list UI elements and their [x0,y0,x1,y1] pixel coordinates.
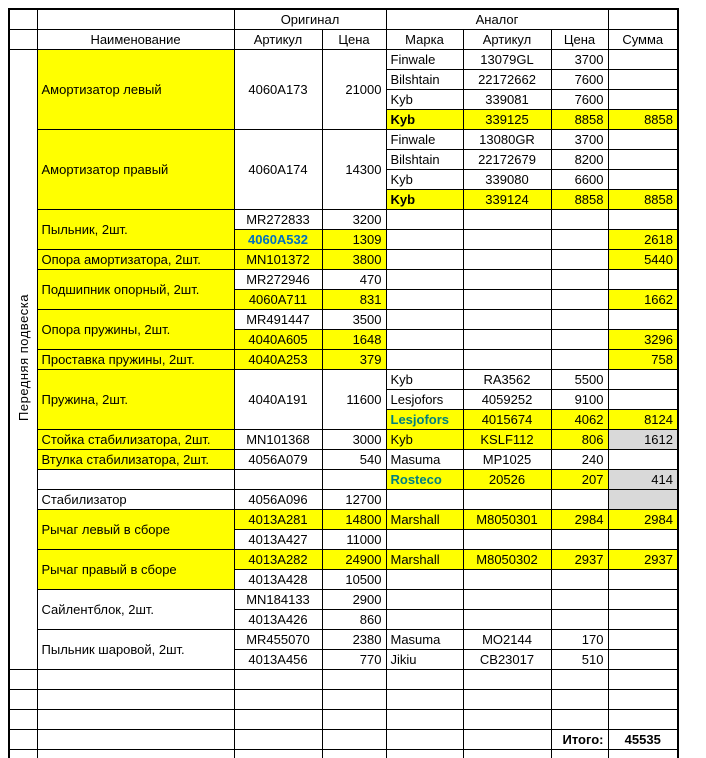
cell-analog-articul[interactable] [463,709,551,729]
cell-analog-articul[interactable]: 20526 [463,469,551,489]
cell-analog-price[interactable]: 5500 [551,369,608,389]
section-cell[interactable] [9,49,37,669]
cell-name[interactable]: Сайлентблок, 2шт. [37,589,234,629]
cell-orig-price[interactable]: 2380 [322,629,386,649]
cell-orig-price[interactable]: 2900 [322,589,386,609]
cell-name[interactable]: Пыльник, 2шт. [37,209,234,249]
cell-orig-price[interactable]: 3500 [322,309,386,329]
header-analog[interactable]: Аналог [386,9,608,29]
cell-sum[interactable] [608,709,678,729]
cell-orig-articul[interactable]: 4040A191 [234,369,322,429]
cell-brand[interactable] [386,289,463,309]
cell-sum[interactable] [608,629,678,649]
cell-analog-price[interactable] [551,669,608,689]
corner-blank[interactable] [9,9,37,29]
section-cell[interactable] [9,669,37,689]
cell-analog-price[interactable] [551,749,608,758]
cell-analog-articul[interactable] [463,249,551,269]
cell-analog-articul[interactable]: MO2144 [463,629,551,649]
cell-orig-articul[interactable]: 4013A456 [234,649,322,669]
cell-orig-articul[interactable]: 4013A428 [234,569,322,589]
cell-analog-articul[interactable]: KSLF112 [463,429,551,449]
cell-analog-articul[interactable] [463,289,551,309]
cell-name[interactable]: Втулка стабилизатора, 2шт. [37,449,234,469]
header-brand[interactable]: Марка [386,29,463,49]
cell-brand[interactable]: Kyb [386,189,463,209]
cell-name[interactable]: Амортизатор левый [37,49,234,129]
corner-blank[interactable] [9,29,37,49]
cell-analog-articul[interactable] [463,689,551,709]
cell-orig-articul[interactable]: 4056A079 [234,449,322,469]
cell-sum[interactable]: 2618 [608,229,678,249]
cell-sum[interactable] [608,89,678,109]
cell-analog-articul[interactable]: 22172679 [463,149,551,169]
cell-sum[interactable]: 758 [608,349,678,369]
cell-analog-price[interactable]: 806 [551,429,608,449]
cell-analog-articul[interactable]: 339124 [463,189,551,209]
cell-analog-articul[interactable]: RA3562 [463,369,551,389]
cell-sum[interactable] [608,649,678,669]
header-orig-price[interactable]: Цена [322,29,386,49]
cell-analog-price[interactable] [551,209,608,229]
cell-brand[interactable]: Kyb [386,109,463,129]
cell-analog-articul[interactable] [463,229,551,249]
cell-brand[interactable] [386,229,463,249]
cell-name[interactable]: Амортизатор правый [37,129,234,209]
cell-brand[interactable] [386,609,463,629]
cell-brand[interactable] [386,329,463,349]
cell-orig-articul[interactable]: MN101372 [234,249,322,269]
cell-name[interactable]: Проставка пружины, 2шт. [37,349,234,369]
cell-brand[interactable]: Masuma [386,629,463,649]
cell-orig-price[interactable]: 470 [322,269,386,289]
cell-analog-price[interactable] [551,529,608,549]
cell-analog-articul[interactable]: 13079GL [463,49,551,69]
cell-sum[interactable]: 1612 [608,429,678,449]
cell-analog-price[interactable] [551,249,608,269]
name-header-blank[interactable] [37,9,234,29]
cell-analog-articul[interactable] [463,569,551,589]
cell-name[interactable]: Рычаг левый в сборе [37,509,234,549]
cell-sum[interactable]: 2937 [608,549,678,569]
cell-analog-articul[interactable]: MP1025 [463,449,551,469]
cell-name[interactable] [37,709,234,729]
cell-analog-articul[interactable] [463,669,551,689]
cell-brand[interactable] [386,309,463,329]
cell-brand[interactable] [386,689,463,709]
cell-orig-price[interactable]: 11600 [322,369,386,429]
cell-brand[interactable] [386,349,463,369]
header-sum[interactable]: Сумма [608,29,678,49]
cell-analog-articul[interactable] [463,729,551,749]
cell-sum[interactable]: 3296 [608,329,678,349]
cell-sum[interactable] [608,569,678,589]
cell-orig-price[interactable]: 3800 [322,249,386,269]
cell-orig-price[interactable]: 11000 [322,529,386,549]
cell-orig-price[interactable] [322,729,386,749]
cell-orig-articul[interactable]: 4013A427 [234,529,322,549]
cell-analog-articul[interactable] [463,329,551,349]
cell-brand[interactable]: Lesjofors [386,389,463,409]
cell-analog-price[interactable] [551,289,608,309]
cell-sum[interactable] [608,369,678,389]
cell-sum[interactable]: 8858 [608,109,678,129]
cell-analog-price[interactable] [551,349,608,369]
cell-analog-price[interactable] [551,309,608,329]
cell-brand[interactable] [386,589,463,609]
cell-brand[interactable]: Kyb [386,169,463,189]
header-orig-articul[interactable]: Артикул [234,29,322,49]
cell-brand[interactable] [386,749,463,758]
parts-price-table [8,8,679,758]
cell-analog-articul[interactable] [463,609,551,629]
cell-brand[interactable] [386,209,463,229]
cell-analog-price[interactable] [551,489,608,509]
cell-orig-price[interactable]: 3000 [322,429,386,449]
cell-analog-price[interactable]: 8858 [551,189,608,209]
cell-analog-price[interactable] [551,689,608,709]
cell-orig-articul[interactable]: MR272946 [234,269,322,289]
cell-orig-articul[interactable]: 4060A532 [234,229,322,249]
total-value[interactable]: 45535 [608,729,678,749]
cell-analog-price[interactable] [551,709,608,729]
cell-sum[interactable] [608,489,678,509]
cell-name[interactable]: Рычаг правый в сборе [37,549,234,589]
cell-orig-articul[interactable]: 4040A605 [234,329,322,349]
cell-sum[interactable] [608,149,678,169]
cell-analog-price[interactable] [551,269,608,289]
cell-sum[interactable] [608,269,678,289]
cell-sum[interactable]: 8858 [608,189,678,209]
cell-orig-articul[interactable] [234,689,322,709]
cell-analog-price[interactable]: 510 [551,649,608,669]
cell-orig-articul[interactable] [234,669,322,689]
cell-analog-price[interactable]: 3700 [551,49,608,69]
cell-analog-price[interactable]: 7600 [551,89,608,109]
cell-sum[interactable] [608,69,678,89]
cell-analog-articul[interactable] [463,309,551,329]
cell-brand[interactable]: Lesjofors [386,409,463,429]
cell-analog-price[interactable]: 4062 [551,409,608,429]
cell-sum[interactable] [608,129,678,149]
cell-orig-articul[interactable]: 4056A096 [234,489,322,509]
cell-sum[interactable]: 5440 [608,249,678,269]
cell-brand[interactable] [386,249,463,269]
cell-brand[interactable]: Kyb [386,429,463,449]
cell-analog-price[interactable]: 2937 [551,549,608,569]
cell-analog-articul[interactable]: 339081 [463,89,551,109]
cell-orig-price[interactable]: 1648 [322,329,386,349]
cell-analog-price[interactable]: 207 [551,469,608,489]
cell-brand[interactable]: Finwale [386,49,463,69]
cell-analog-articul[interactable]: 339080 [463,169,551,189]
cell-sum[interactable] [608,749,678,758]
cell-sum[interactable] [608,389,678,409]
cell-name[interactable]: Пружина, 2шт. [37,369,234,429]
cell-analog-articul[interactable]: 13080GR [463,129,551,149]
cell-analog-price[interactable]: 240 [551,449,608,469]
cell-brand[interactable]: Masuma [386,449,463,469]
cell-brand[interactable]: Kyb [386,89,463,109]
cell-brand[interactable] [386,569,463,589]
header-analog-price[interactable]: Цена [551,29,608,49]
cell-orig-price[interactable]: 379 [322,349,386,369]
cell-brand[interactable]: Kyb [386,369,463,389]
cell-orig-articul[interactable]: MR455070 [234,629,322,649]
cell-name[interactable] [37,669,234,689]
cell-brand[interactable]: Rosteco [386,469,463,489]
cell-orig-articul[interactable]: 4013A282 [234,549,322,569]
cell-analog-articul[interactable] [463,589,551,609]
cell-analog-price[interactable] [551,609,608,629]
cell-name[interactable] [37,729,234,749]
cell-analog-articul[interactable] [463,529,551,549]
total-label[interactable]: Итого: [551,729,608,749]
cell-orig-articul[interactable]: 4013A281 [234,509,322,529]
cell-sum[interactable]: 1662 [608,289,678,309]
cell-brand[interactable] [386,489,463,509]
cell-orig-price[interactable] [322,749,386,758]
cell-brand[interactable]: Finwale [386,129,463,149]
cell-name[interactable]: Стойка стабилизатора, 2шт. [37,429,234,449]
cell-brand[interactable] [386,269,463,289]
cell-analog-articul[interactable]: 339125 [463,109,551,129]
cell-orig-price[interactable]: 770 [322,649,386,669]
cell-name[interactable] [37,749,234,758]
cell-analog-price[interactable]: 8200 [551,149,608,169]
cell-orig-price[interactable]: 860 [322,609,386,629]
cell-sum[interactable] [608,209,678,229]
cell-orig-price[interactable]: 3200 [322,209,386,229]
cell-orig-articul[interactable] [234,749,322,758]
cell-brand[interactable]: Bilshtain [386,69,463,89]
cell-orig-price[interactable]: 14300 [322,129,386,209]
cell-analog-price[interactable] [551,589,608,609]
cell-name[interactable]: Стабилизатор [37,489,234,509]
cell-sum[interactable] [608,449,678,469]
cell-orig-articul[interactable]: 4013A426 [234,609,322,629]
cell-sum[interactable]: 2984 [608,509,678,529]
cell-analog-price[interactable]: 7600 [551,69,608,89]
section-cell[interactable] [9,729,37,749]
cell-name[interactable] [37,469,234,489]
cell-brand[interactable] [386,729,463,749]
cell-analog-articul[interactable] [463,489,551,509]
cell-analog-price[interactable]: 8858 [551,109,608,129]
cell-orig-price[interactable]: 1309 [322,229,386,249]
cell-analog-price[interactable]: 9100 [551,389,608,409]
cell-sum[interactable] [608,529,678,549]
cell-name[interactable]: Пыльник шаровой, 2шт. [37,629,234,669]
cell-orig-articul[interactable] [234,709,322,729]
cell-orig-articul[interactable]: MN184133 [234,589,322,609]
cell-analog-articul[interactable] [463,349,551,369]
cell-analog-articul[interactable]: 4015674 [463,409,551,429]
cell-orig-articul[interactable]: 4060A173 [234,49,322,129]
cell-orig-articul[interactable]: 4040A253 [234,349,322,369]
cell-orig-price[interactable]: 10500 [322,569,386,589]
cell-analog-price[interactable]: 2984 [551,509,608,529]
cell-sum[interactable] [608,689,678,709]
cell-orig-articul[interactable]: MR272833 [234,209,322,229]
cell-brand[interactable]: Jikiu [386,649,463,669]
section-label-text: Передняя подвеска [15,294,31,421]
cell-name[interactable] [37,689,234,709]
cell-sum[interactable] [608,169,678,189]
cell-name[interactable]: Опора амортизатора, 2шт. [37,249,234,269]
cell-name[interactable]: Опора пружины, 2шт. [37,309,234,349]
sum-header-blank[interactable] [608,9,678,29]
cell-analog-price[interactable] [551,329,608,349]
cell-brand[interactable] [386,529,463,549]
cell-analog-price[interactable]: 170 [551,629,608,649]
cell-orig-price[interactable] [322,689,386,709]
cell-analog-articul[interactable]: CB23017 [463,649,551,669]
header-original[interactable]: Оригинал [234,9,386,29]
cell-orig-price[interactable] [322,669,386,689]
cell-orig-articul[interactable]: 4060A711 [234,289,322,309]
cell-name[interactable]: Подшипник опорный, 2шт. [37,269,234,309]
cell-analog-articul[interactable] [463,749,551,758]
header-name[interactable]: Наименование [37,29,234,49]
cell-analog-price[interactable] [551,229,608,249]
cell-orig-price[interactable] [322,469,386,489]
cell-orig-articul[interactable] [234,469,322,489]
cell-brand[interactable]: Bilshtain [386,149,463,169]
section-cell[interactable] [9,749,37,758]
cell-analog-articul[interactable]: 22172662 [463,69,551,89]
section-cell[interactable] [9,689,37,709]
cell-brand[interactable] [386,709,463,729]
section-cell[interactable] [9,709,37,729]
cell-sum[interactable]: 414 [608,469,678,489]
cell-analog-articul[interactable] [463,209,551,229]
cell-sum[interactable] [608,669,678,689]
cell-sum[interactable] [608,609,678,629]
cell-brand[interactable]: Marshall [386,549,463,569]
cell-sum[interactable] [608,589,678,609]
cell-sum[interactable] [608,309,678,329]
cell-analog-articul[interactable]: M8050302 [463,549,551,569]
cell-orig-articul[interactable] [234,729,322,749]
cell-orig-price[interactable] [322,709,386,729]
cell-orig-price[interactable]: 540 [322,449,386,469]
cell-orig-articul[interactable]: 4060A174 [234,129,322,209]
cell-analog-articul[interactable]: 4059252 [463,389,551,409]
cell-sum[interactable]: 8124 [608,409,678,429]
cell-analog-price[interactable]: 6600 [551,169,608,189]
cell-analog-articul[interactable] [463,269,551,289]
header-analog-articul[interactable]: Артикул [463,29,551,49]
cell-analog-articul[interactable]: M8050301 [463,509,551,529]
cell-analog-price[interactable]: 3700 [551,129,608,149]
cell-orig-price[interactable]: 24900 [322,549,386,569]
cell-analog-price[interactable] [551,569,608,589]
cell-brand[interactable]: Marshall [386,509,463,529]
cell-orig-price[interactable]: 12700 [322,489,386,509]
cell-orig-articul[interactable]: MR491447 [234,309,322,329]
cell-sum[interactable] [608,49,678,69]
cell-orig-price[interactable]: 14800 [322,509,386,529]
cell-orig-price[interactable]: 831 [322,289,386,309]
cell-orig-articul[interactable]: MN101368 [234,429,322,449]
cell-orig-price[interactable]: 21000 [322,49,386,129]
cell-brand[interactable] [386,669,463,689]
